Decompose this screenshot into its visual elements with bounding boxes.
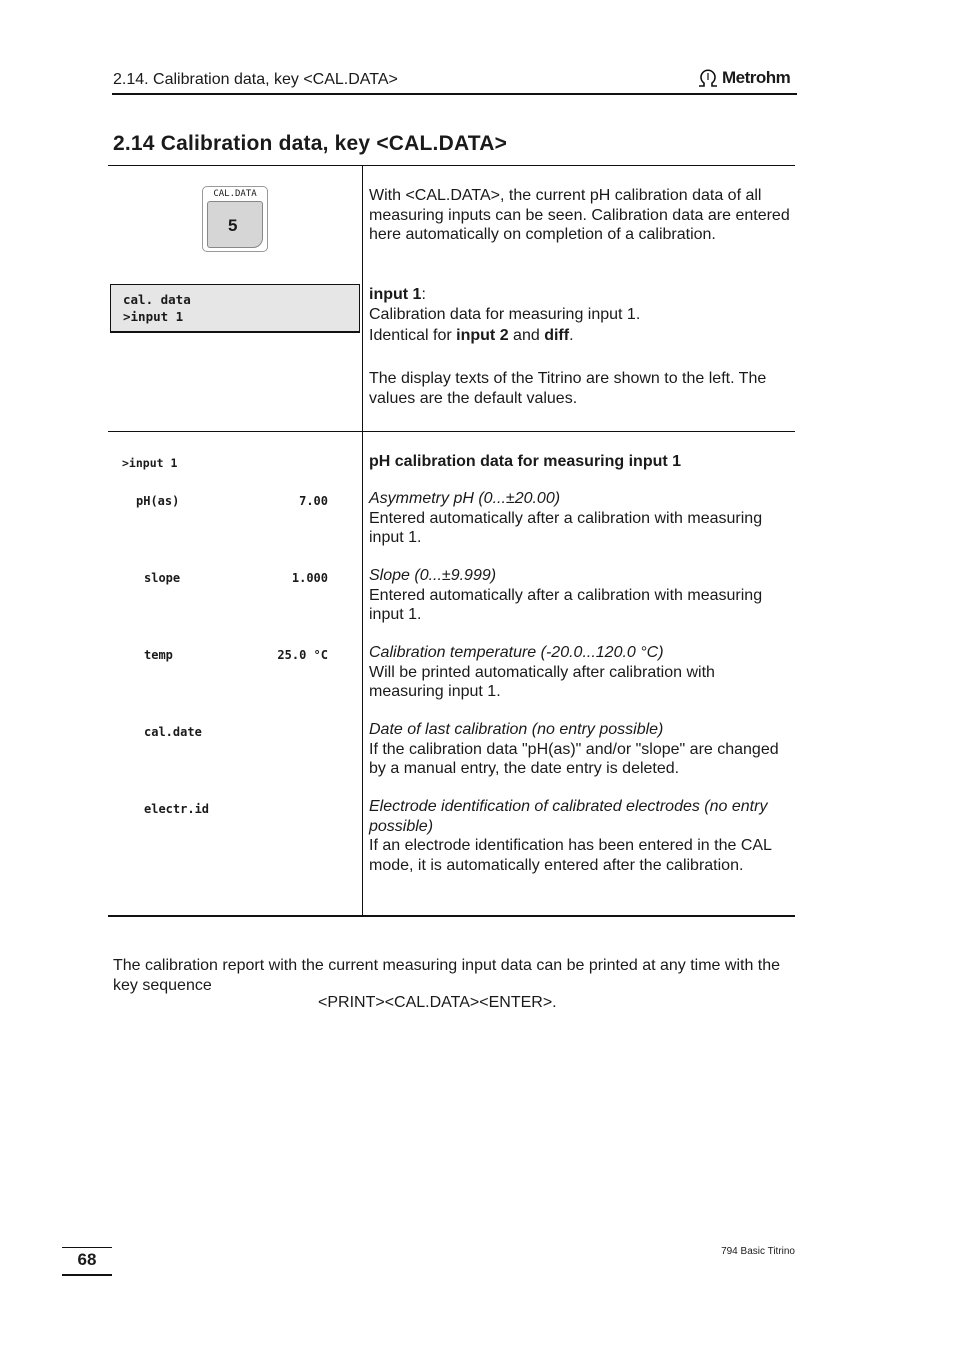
page-number-rule-top (62, 1247, 112, 1248)
key-face (207, 201, 263, 248)
title-rule (108, 165, 795, 166)
print-report-paragraph: The calibration report with the current measuring input data can be printed at any time with the key sequence (113, 957, 781, 994)
cal-data-key-icon (202, 186, 268, 252)
lcd-display (110, 284, 360, 333)
param-desc-cal-date: Date of last calibration (no entry possible) If the calibration data "pH(as)" and/or "slope" are changed by a manual entry, the date entry is deleted. (369, 721, 779, 777)
params-heading: pH calibration data for measuring input 1 (369, 453, 682, 470)
param-value-temp: 25.0 °C (277, 648, 328, 662)
omega-icon (697, 68, 719, 88)
param-desc-ph-as: Asymmetry pH (0...±20.00) Entered automatically after a calibration with measuring input 1. (369, 490, 763, 546)
product-name: 794 Basic Titrino (721, 1246, 795, 1257)
brand-logo (697, 66, 790, 90)
intro-paragraph: With <CAL.DATA>, the current pH calibration data of all measuring inputs can be seen. Calibration data are entered here automatically on completion of a calibration. (369, 187, 790, 243)
param-name-slope: slope (144, 571, 181, 585)
input1-heading: input 1 (369, 286, 422, 303)
row-divider (108, 431, 795, 432)
input1-description: Calibration data for measuring input 1. (369, 305, 641, 323)
key-sequence: <PRINT><CAL.DATA><ENTER>. (318, 994, 557, 1011)
page-number: 68 (77, 1250, 97, 1269)
display-note: The display texts of the Titrino are shown to the left. The values are the default values. (369, 370, 767, 407)
identical-line: Identical for input 2 and diff. (369, 327, 574, 344)
running-header: 2.14. Calibration data, key <CAL.DATA> (113, 71, 398, 88)
lcd-line-2: >input 1 (123, 309, 184, 324)
menu-label: >input 1 (122, 456, 178, 470)
param-desc-slope: Slope (0...±9.999) Entered automatically after a calibration with measuring input 1. (369, 567, 763, 623)
input1-block (369, 285, 794, 346)
header-rule (112, 93, 797, 95)
column-divider (362, 166, 363, 916)
param-value-ph-as: 7.00 (299, 494, 328, 508)
param-value-slope: 1.000 (291, 571, 328, 585)
param-name-electr-id: electr.id (144, 802, 210, 816)
param-name-temp: temp (144, 648, 173, 662)
param-desc-temp: Calibration temperature (-20.0...120.0 °C) Will be printed automatically after calibration with measuring input 1. (369, 644, 715, 700)
lcd-line-1: cal. data (123, 292, 191, 307)
key-number: 5 (228, 216, 238, 235)
page-number-rule-bottom (62, 1274, 112, 1276)
section-title: 2.14 Calibration data, key <CAL.DATA> (113, 132, 508, 155)
brand-name: Metrohm (722, 68, 791, 87)
param-name-ph-as: pH(as) (136, 494, 180, 508)
param-name-cal-date: cal.date (144, 725, 202, 739)
input1-heading-line: input 1: (369, 286, 426, 303)
table-bottom-rule (108, 915, 795, 917)
param-desc-electr-id: Electrode identification of calibrated electrodes (no entry possible) If an electrode identification has been entered in the CAL mode, it is automatically entered after the calibration. (369, 798, 772, 874)
key-label: CAL.DATA (213, 189, 257, 199)
